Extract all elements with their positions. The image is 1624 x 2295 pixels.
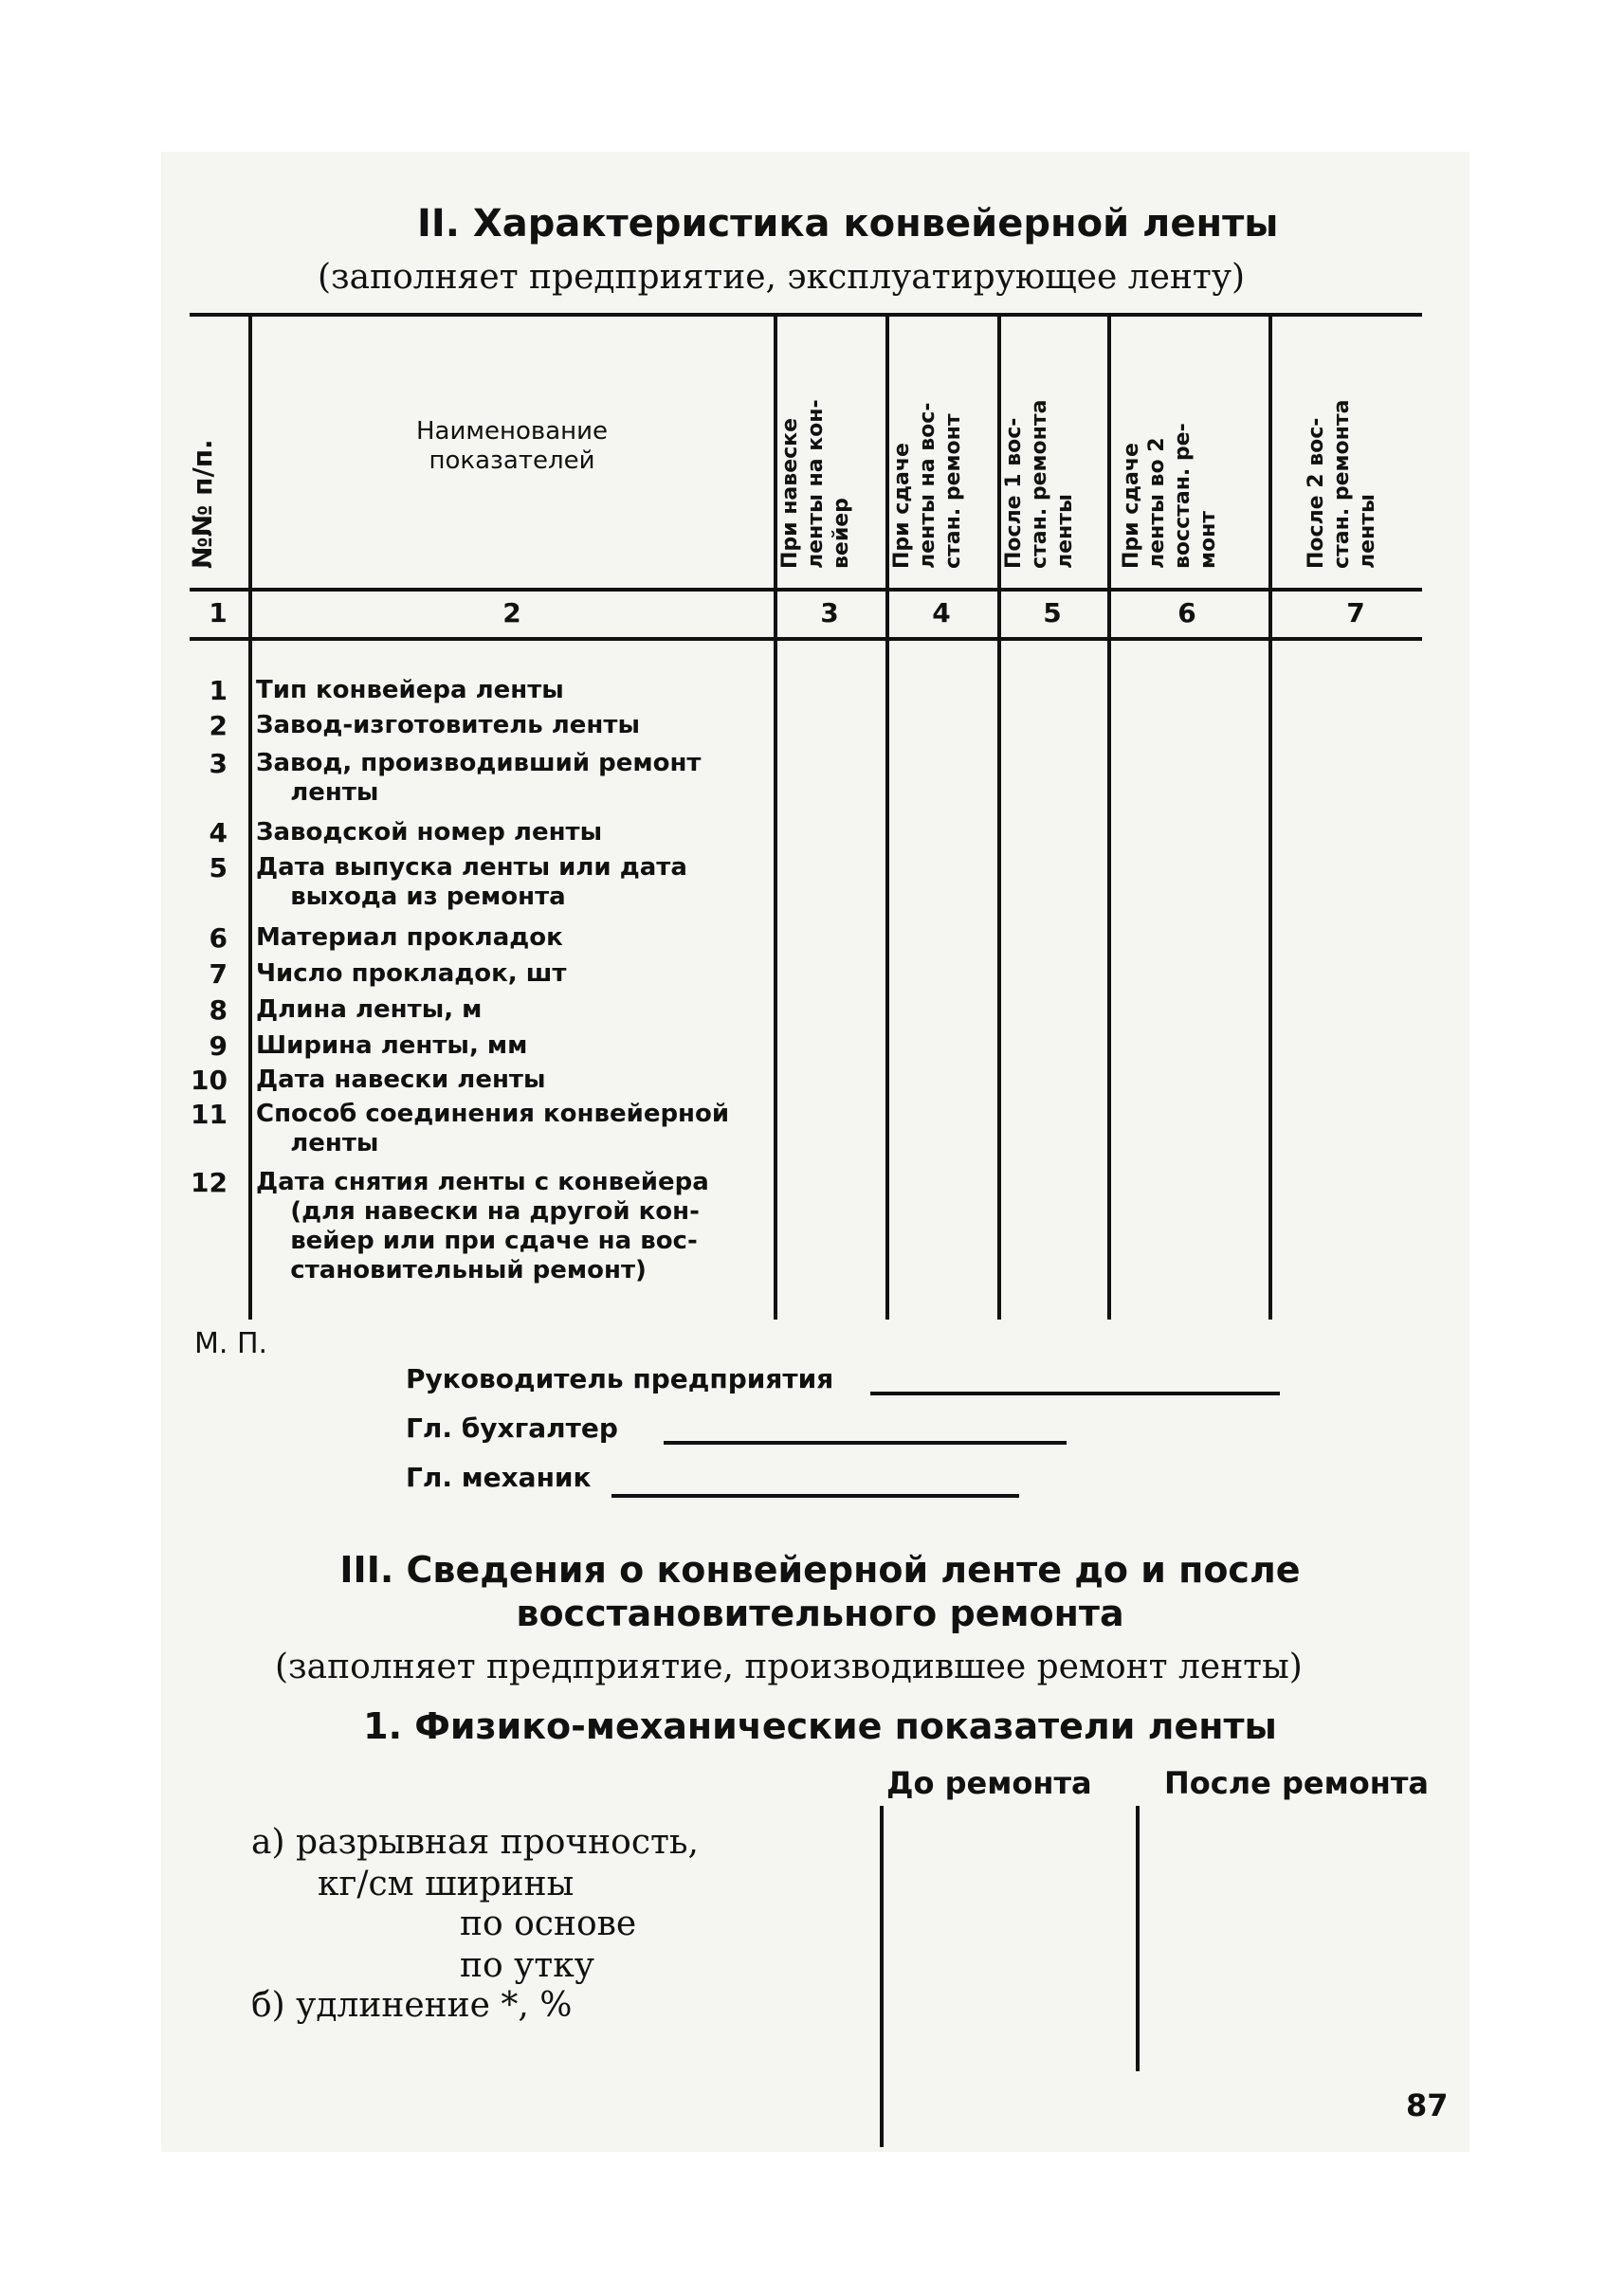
column-header-number: №№ п/п. — [187, 439, 218, 569]
row-number: 1 — [209, 675, 228, 706]
signature-accountant-line — [664, 1441, 1067, 1445]
row-number: 10 — [191, 1065, 228, 1096]
row-label: Дата снятия ленты с конвейера (для навески на другой кон- вейер или при сдаче на вос- становительный ремонт) — [256, 1168, 709, 1284]
section-2-title: II. Характеристика конвейерной ленты — [417, 202, 1279, 246]
column-number: 6 — [1177, 597, 1196, 628]
signature-mechanic-line — [611, 1494, 1019, 1498]
row-label: Завод, производивший ремонт ленты — [256, 749, 702, 807]
column-number: 2 — [502, 597, 521, 628]
signature-mechanic-label: Гл. механик — [406, 1462, 592, 1493]
row-label: Завод-изготовитель ленты — [256, 711, 640, 739]
table-top-rule — [190, 313, 1422, 317]
column-header-to-repair-2: При сдаче ленты во 2 восстан. ре- монт — [1120, 423, 1220, 569]
table-colnum-rule — [190, 637, 1422, 641]
item-a-line-3: по основе — [460, 1904, 637, 1943]
column-before-repair: До ремонта — [886, 1765, 1092, 1801]
row-number: 8 — [209, 994, 228, 1026]
column-after-repair: После ремонта — [1164, 1765, 1430, 1801]
column-header-name: Наименование показателей — [415, 417, 609, 475]
after-column-divider — [1136, 1806, 1140, 2071]
section-3-title-line-2: восстановительного ремонта — [516, 1593, 1124, 1634]
row-label: Число прокладок, шт — [256, 959, 567, 988]
row-label: Материал прокладок — [256, 923, 563, 952]
row-label: Ширина ленты, мм — [256, 1031, 528, 1060]
row-label: Длина ленты, м — [256, 995, 483, 1024]
column-header-on-mount: При навеске ленты на кон- вейер — [778, 399, 853, 569]
row-number: 7 — [209, 958, 228, 990]
table-header-rule — [190, 588, 1422, 592]
item-b: б) удлинение *, % — [251, 1986, 573, 2025]
column-header-after-repair-2: После 2 вос- стан. ремонта ленты — [1305, 399, 1379, 569]
column-header-to-repair: При сдаче ленты на вос- стан. ремонт — [890, 402, 965, 569]
column-number: 1 — [209, 597, 228, 628]
row-label: Заводской номер ленты — [256, 818, 603, 847]
row-number: 11 — [191, 1099, 228, 1130]
item-a-line-4: по утку — [460, 1946, 594, 1985]
column-header-after-repair-1: После 1 вос- стан. ремонта ленты — [1002, 399, 1077, 569]
row-label: Дата выпуска ленты или дата выхода из ремонта — [256, 853, 687, 911]
row-label: Дата навески ленты — [256, 1066, 546, 1094]
stamp-label: М. П. — [194, 1327, 268, 1360]
signature-accountant-label: Гл. бухгалтер — [406, 1412, 618, 1444]
section-3-subtitle: (заполняет предприятие, производившее ремонт ленты) — [275, 1648, 1303, 1686]
column-number: 5 — [1043, 597, 1062, 628]
row-number: 6 — [209, 922, 228, 954]
row-number: 2 — [209, 710, 228, 741]
row-number: 9 — [209, 1030, 228, 1062]
signature-head-line — [870, 1392, 1280, 1395]
section-3-subheading: 1. Физико-механические показатели ленты — [363, 1705, 1277, 1747]
column-number: 4 — [932, 597, 951, 628]
row-number: 3 — [209, 748, 228, 779]
before-column-divider — [880, 1806, 884, 2147]
page-number: 87 — [1406, 2087, 1449, 2123]
row-label: Тип конвейера ленты — [256, 676, 564, 704]
row-label: Способ соединения конвейерной ленты — [256, 1100, 730, 1157]
table-col-divider — [248, 315, 252, 1320]
row-number: 12 — [191, 1167, 228, 1198]
table-col-divider — [1107, 315, 1111, 1320]
row-number: 4 — [209, 817, 228, 848]
table-col-divider — [1268, 315, 1272, 1320]
column-number: 3 — [820, 597, 839, 628]
item-a-line-2: кг/см ширины — [318, 1865, 575, 1903]
column-number: 7 — [1346, 597, 1365, 628]
section-3-title — [284, 1548, 1356, 1635]
item-a-line-1: а) разрывная прочность, — [251, 1823, 699, 1862]
section-2-subtitle: (заполняет предприятие, эксплуатирующее ленту) — [318, 258, 1246, 297]
section-3-title-line-1: III. Сведения о конвейерной ленте до и после — [339, 1549, 1301, 1591]
signature-head-label: Руководитель предприятия — [406, 1363, 834, 1394]
row-number: 5 — [209, 852, 228, 883]
